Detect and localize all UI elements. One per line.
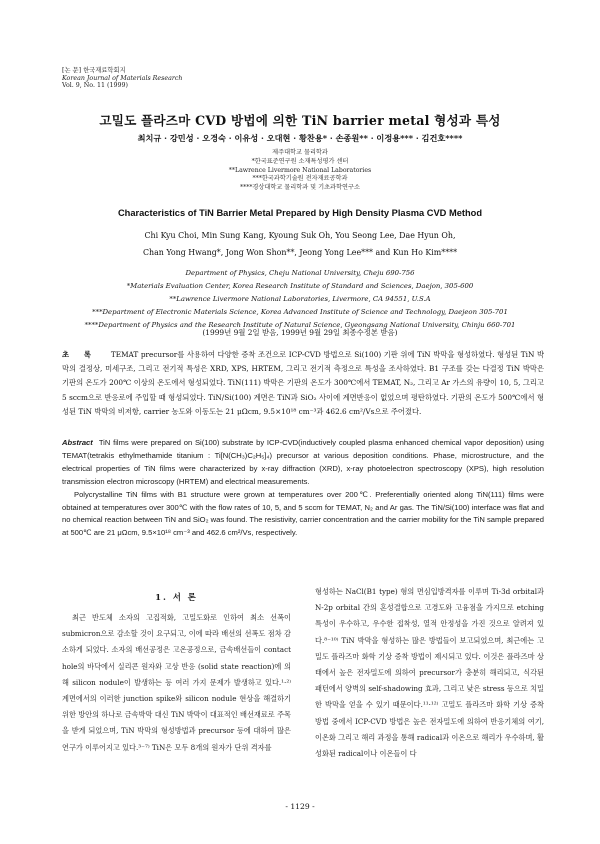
abstract-en-label: Abstract <box>62 438 93 447</box>
affiliation-kr: ***한국과학기술원 전자재료공학과 <box>252 175 348 183</box>
body-paragraph: 최근 반도체 소자의 고집적화, 고밀도화로 인하여 최소 선폭이 submicron으로 감소할 것이 요구되고, 이에 따라 배선의 선폭도 점차 감소하게 되었다. 소자의 배선공정은 고온공정으로, 금속배선들이 contact hole의 바닥에서 실리콘 원자와 고상 반응 (solid state reaction)에 의해 silicon nodule이 발생하는 등 여러 가지 문제가 발생하고 있다.¹·²⁾ 계면에서의 이러한 junction spike와 silicon nodule 현상을 해결하기 위한 방안의 하나로 금속박막 대신 TiN 박막이 대표적인 배선재료로 주목을 받게 되었으며, TiN 박막의 형성방법과 precursor 등에 대하여 많은 연구가 이루어지고 있다.³⁻⁷⁾ TiN은 모두 8개의 원자가 단위 격자를 <box>62 613 291 752</box>
abstract-en-paragraph <box>62 437 544 489</box>
body-column-right <box>315 584 544 762</box>
journal-volume: Vol. 9, No. 11 (1999) <box>62 82 128 90</box>
body-paragraph: 형성하는 NaCl(B1 type) 형의 면심입방격자를 이루며 Ti-3d orbital과 N-2p orbital 간의 혼성결합으로 고경도와 고융점을 가지므로 etching 특성이 우수하고, 우수한 접착성, 열적 안정성을 가진 것으로 알려져 있다.⁸⁻¹⁰⁾ TiN 박막을 형성하는 많은 방법들이 보고되었으며, 최근에는 고밀도 플라즈마 화학 기상 증착 방법이 제시되고 있다. 이것은 플라즈마 상태에서 높은 전자밀도에 의하여 precursor가 충분히 해리되고, 식각된 패턴에서 양벽의 self-shadowing 효과, 그리고 낮은 stress 등으로 치밀한 박막을 얻을 수 있기 때문이다.¹¹·¹²⁾ 고밀도 플라즈마 화학 기상 증착 방법 중에서 ICP-CVD 방법은 높은 전자밀도에 의하여 반응기체의 여기, 이온화 그리고 해리 과정을 통해 radical과 이온으로 해리가 우수하며, 활성화된 radical이나 이온들이 다 <box>315 587 544 759</box>
affiliation-en: *Materials Evaluation Center, Korea Research Institute of Standard and Sciences, Daejon, 305-600 <box>126 282 474 290</box>
abstract-kr-label: 초 록 <box>62 350 97 359</box>
journal-header <box>62 67 362 90</box>
abstract-en-text: TiN films were prepared on Si(100) substrate by ICP-CVD(inductively coupled plasma enhanced chemical vapor deposition) using TEMAT(tetrakis ethylmethamide titanium : Ti[N(CH₃)C₂H₅]₄) precursor at various deposition conditions. Phase, microstructure, and the electrical properties of TiN films were characterized by x-ray diffraction (XRD), x-ray photoelectron spectroscopy (XPS), high resolution transmission electron microscopy (HRTEM) and electrical measurements. <box>62 438 544 486</box>
received-dates: (1999년 9월 2일 받음, 1999년 9월 29일 최종수정본 받음) <box>202 328 398 337</box>
authors-en-line: Chi Kyu Choi, Min Sung Kang, Kyoung Suk Oh, You Seong Lee, Dae Hyun Oh, <box>144 231 456 240</box>
authors-en <box>0 227 600 261</box>
abstract-kr <box>62 348 544 419</box>
abstract-en <box>62 437 544 540</box>
affiliation-kr: *한국표준연구원 소재특성평가 센터 <box>251 157 349 165</box>
authors-kr: 최치규 · 강민성 · 오경숙 · 이유성 · 오대현 · 황찬용* · 손종원** · 이정용*** · 김건호**** <box>137 133 463 143</box>
affiliation-kr: **Lawrence Livermore National Laboratories <box>228 166 372 174</box>
affiliation-en: Department of Physics, Cheju National University, Cheju 690-756 <box>185 269 415 277</box>
paper-title-en: Characteristics of TiN Barrier Metal Prepared by High Density Plasma CVD Method <box>117 208 483 218</box>
affiliations-kr <box>0 149 600 193</box>
affiliation-kr: ****경상대학교 물리학과 및 기초과학연구소 <box>240 184 360 192</box>
journal-name-en: Korean Journal of Materials Research <box>62 74 183 82</box>
paper-title-kr: 고밀도 플라즈마 CVD 방법에 의한 TiN barrier metal 형성과 특성 <box>99 113 501 128</box>
page-number: - 1129 - <box>285 802 315 811</box>
affiliation-en: ***Department of Electronic Materials Science, Korea Advanced Institute of Science and Technology, Daejeon 305-701 <box>92 308 508 316</box>
abstract-kr-text: TEMAT precursor를 사용하여 다양한 증착 조건으로 ICP-CVD 방법으로 Si(100) 기판 위에 TiN 박막을 형성하였다. 형성된 TiN 박막의 결정상, 미세구조, 그리고 전기적 특성은 XRD, XPS, HRTEM, 그리고 전기적 측정으로 특성을 조사하였다. B1 구조를 갖는 다결정 TiN 박막은 기판의 온도가 200℃ 이상의 온도에서 형성되었다. TiN(111) 박막은 기판의 온도가 300℃에서 TEMAT, N₂, 그리고 Ar 가스의 유량이 10, 5, 그리고 5 sccm으로 반응로에 주입할 때 형성되었다. TiN/Si(100) 계면은 TiN과 SiO₂ 사이에 계면반응이 없었으며 평탄하였다. 기판의 온도가 500℃에서 형성된 TiN 박막의 비저항, carrier 농도와 이동도는 21 μΩcm, 9.5×10¹⁸ cm⁻³과 462.6 cm²/Vs으로 주어졌다. <box>62 350 544 416</box>
abstract-en-paragraph: Polycrystalline TiN films with B1 structure were grown at temperatures over 200℃. Preferentially oriented along TiN(111) films were obtained at temperatures over 300℃ with the flow rates of 10, 5, and 5 sccm for TEMAT, N₂ and Ar gas. The TiN/Si(100) interface was flat and no chemical reaction between TiN and SiO₂ was found. The resistivity, carrier concentration and the carrier mobility for the TiN sample prepared at 500℃ are 21 μΩcm, 9.5×10¹⁸ cm⁻³ and 462.6 cm²/Vs, respectively. <box>62 489 544 538</box>
body-column-left <box>62 584 291 756</box>
authors-en-line: Chan Yong Hwang*, Jong Won Shon**, Jeong Yong Lee*** and Kun Ho Kim**** <box>142 248 458 257</box>
section-heading-introduction: 1. 서 론 <box>155 592 198 602</box>
affiliation-en: **Lawrence Livermore National Laboratories, Livermore, CA 94551, U.S.A <box>169 295 431 303</box>
affiliation-en: ****Department of Physics and the Research Institute of Natural Science, Gyeongsang National University, Chinju 660-701 <box>84 321 516 329</box>
affiliation-kr: 제주대학교 물리학과 <box>272 149 328 156</box>
affiliations-en <box>0 267 600 332</box>
journal-name-kr: [논 문] 한국재료학회지 <box>62 67 126 74</box>
